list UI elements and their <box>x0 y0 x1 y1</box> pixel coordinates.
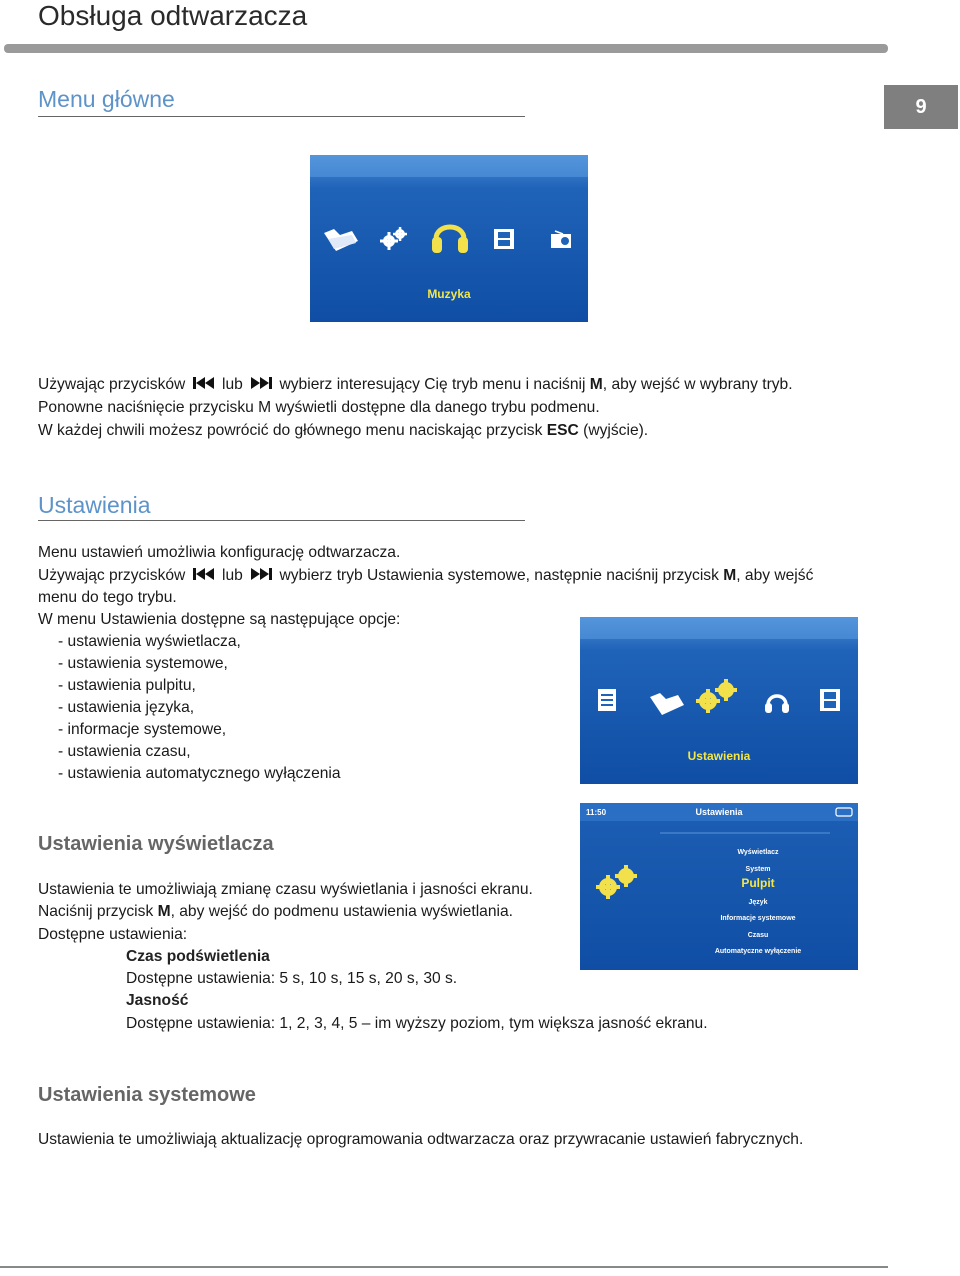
list-item: - ustawienia języka, <box>58 699 195 716</box>
list-item: - informacje systemowe, <box>58 721 227 738</box>
submenu-item: System <box>745 866 771 873</box>
list-item: - ustawienia pulpitu, <box>58 677 196 694</box>
submenu-item: Wyświetlacz <box>737 849 779 856</box>
document-icon <box>598 689 616 711</box>
settings-line1: Menu ustawień umożliwia konfigurację odtwarzacza. <box>38 544 401 561</box>
display-line3: Dostępne ustawienia: <box>38 926 188 943</box>
footer-rule <box>0 1266 888 1268</box>
settings-options-list <box>58 631 341 785</box>
submenu-item: Czasu <box>747 932 769 939</box>
section-heading-display: Ustawienia wyświetlacza <box>38 833 274 855</box>
submenu-item: Automatyczne wyłączenie <box>714 948 802 955</box>
next-icon <box>250 376 272 390</box>
main-menu-paragraph-line1: Używając przycisków lub wybierz interesujący Cię tryb menu i naciśnij M, aby wejść w wybrany tryb. <box>38 376 793 393</box>
main-menu-screenshot <box>310 155 588 322</box>
settings-line4: W menu Ustawienia dostępne są następujące opcje: <box>38 611 401 628</box>
film-icon <box>494 229 514 249</box>
display-line2: Naciśnij przycisk M, aby wejść do podmenu ustawienia wyświetlania. <box>38 903 513 920</box>
page-title: Obsługa odtwarzacza <box>38 0 308 31</box>
prev-icon <box>193 567 215 581</box>
display-line1: Ustawienia te umożliwiają zmianę czasu wyświetlania i jasności ekranu. <box>38 881 533 898</box>
screen-time: 11:50 <box>586 808 607 817</box>
display-submenu-screenshot <box>580 803 858 970</box>
screen-title: Ustawienia <box>695 807 743 817</box>
display-option2-title: Jasność <box>126 992 189 1009</box>
system-line1: Ustawienia te umożliwiają aktualizację oprogramowania odtwarzacza oraz przywracanie ustawień fabrycznych. <box>38 1131 804 1148</box>
submenu-item: Informacje systemowe <box>720 915 796 922</box>
section-rule <box>38 116 525 117</box>
section-heading-system: Ustawienia systemowe <box>38 1084 256 1106</box>
display-option1-desc: Dostępne ustawienia: 5 s, 10 s, 15 s, 20 s, 30 s. <box>126 970 458 987</box>
next-icon <box>250 567 272 581</box>
prev-icon <box>193 376 215 390</box>
page-number: 9 <box>884 85 958 129</box>
screen-label: Muzyka <box>427 287 471 301</box>
list-item: - ustawienia czasu, <box>58 743 191 760</box>
main-menu-paragraph-line3: W każdej chwili możesz powrócić do głównego menu naciskając przycisk ESC (wyjście). <box>38 422 649 439</box>
section-rule <box>38 520 525 521</box>
submenu-item: Język <box>748 899 768 906</box>
display-option2-desc: Dostępne ustawienia: 1, 2, 3, 4, 5 – im wyższy poziom, tym większa jasność ekranu. <box>126 1015 708 1032</box>
display-option1-title: Czas podświetlenia <box>126 948 270 965</box>
film-icon <box>820 689 840 711</box>
settings-menu-screenshot <box>580 617 858 784</box>
list-item: - ustawienia wyświetlacza, <box>58 633 241 650</box>
section-heading-settings: Ustawienia <box>38 492 151 518</box>
header-rule <box>4 44 888 53</box>
list-item: - ustawienia automatycznego wyłączenia <box>58 765 341 782</box>
submenu-item-selected: Pulpit <box>741 876 775 890</box>
screen-label: Ustawienia <box>687 749 751 763</box>
list-item: - ustawienia systemowe, <box>58 655 228 672</box>
section-heading-main-menu: Menu główne <box>38 86 175 112</box>
settings-line3: menu do tego trybu. <box>38 589 177 606</box>
settings-line2: Używając przycisków lub wybierz tryb Ustawienia systemowe, następnie naciśnij przycisk M, aby wejść <box>38 567 814 584</box>
main-menu-paragraph-line2: Ponowne naciśnięcie przycisku M wyświetli dostępne dla danego trybu podmenu. <box>38 399 600 416</box>
